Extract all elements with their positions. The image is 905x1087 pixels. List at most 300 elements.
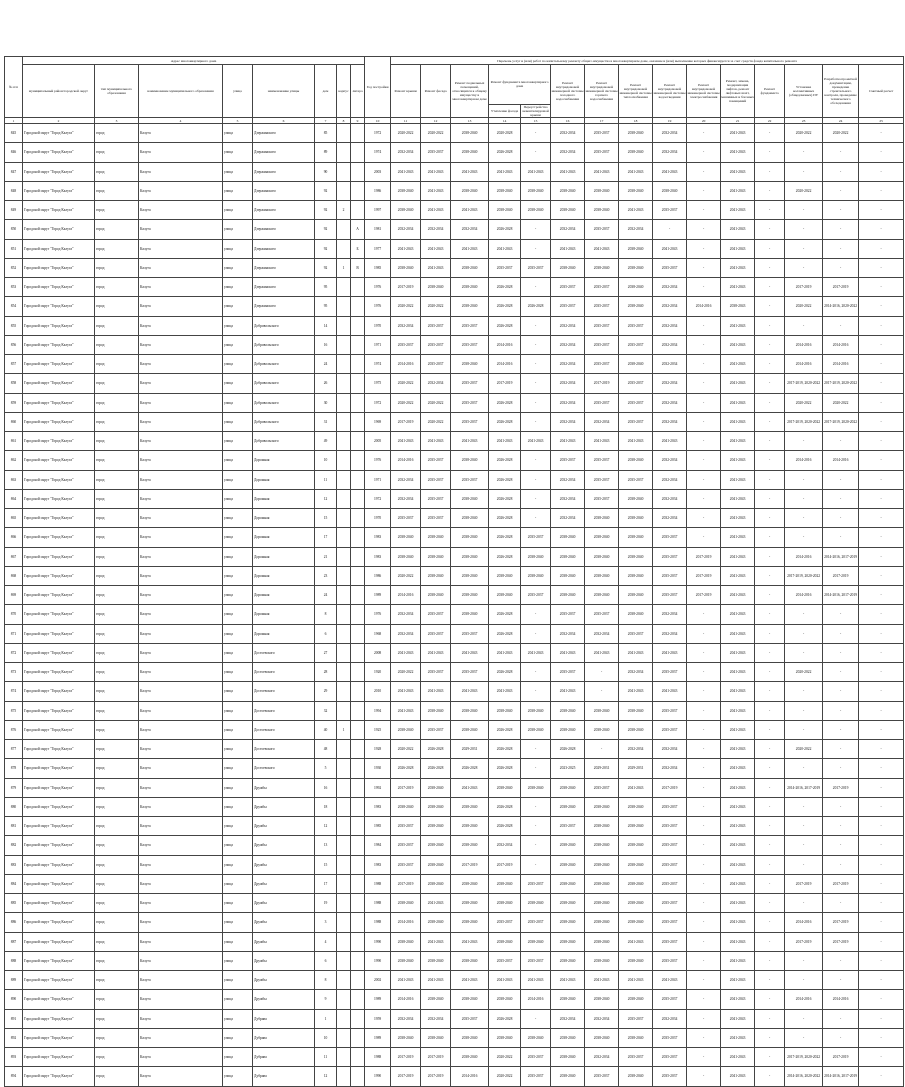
year-cell: 1988: [365, 1048, 391, 1067]
meters-cell: 2014-2016: [785, 913, 823, 932]
meters-cell: -: [785, 701, 823, 720]
design-cell: -: [823, 258, 859, 277]
facade-cell: 2041-2043: [421, 643, 451, 662]
letter-cell: [351, 374, 365, 393]
chute-cell: -: [755, 181, 785, 200]
foundation-roof-cell: -: [521, 335, 551, 354]
meters-cell: -: [785, 759, 823, 778]
row-number: 846: [5, 143, 23, 162]
header-street-name: наименование улицы: [253, 65, 315, 118]
foundation-roof-cell: -: [521, 855, 551, 874]
year-cell: 2010: [365, 682, 391, 701]
building-cell: [337, 1009, 351, 1028]
facade-cell: 2035-2037: [421, 355, 451, 374]
sewer-cell: 2032-2034: [653, 451, 687, 470]
foundation-insulation-cell: 2026-2028: [489, 220, 521, 239]
design-cell: -: [823, 740, 859, 759]
foundation-roof-cell: 2041-2043: [521, 432, 551, 451]
table-row: [5, 1067, 904, 1086]
street-name-cell: Дорожная: [253, 566, 315, 585]
municipality-cell: Городской округ "Город Калуга": [23, 663, 95, 682]
heating-cell: 2038-2040: [619, 124, 653, 143]
street-type-cell: улица: [223, 374, 253, 393]
house-cell: 9: [315, 990, 337, 1009]
hot-water-cell: 2041-2043: [585, 432, 619, 451]
settlement-type-cell: город: [95, 470, 139, 489]
street-type-cell: улица: [223, 586, 253, 605]
house-cell: 29: [315, 682, 337, 701]
electric-cell: -: [687, 451, 721, 470]
house-cell: 12: [315, 489, 337, 508]
column-number: 1: [5, 118, 23, 124]
settlement-type-cell: город: [95, 643, 139, 662]
roof-cell: 2038-2040: [391, 547, 421, 566]
foundation-insulation-cell: 2038-2040: [489, 566, 521, 585]
facade-cell: 2035-2037: [421, 624, 451, 643]
building-cell: [337, 355, 351, 374]
electric-cell: -: [687, 836, 721, 855]
cold-water-cell: 2032-2034: [551, 470, 585, 489]
chute-cell: -: [755, 643, 785, 662]
column-number: 20: [687, 118, 721, 124]
foundation-insulation-cell: 2032-2034: [489, 836, 521, 855]
table-row: [5, 1048, 904, 1067]
municipality-cell: Городской округ "Город Калуга": [23, 220, 95, 239]
hot-water-cell: 2035-2037: [585, 316, 619, 335]
chute-cell: -: [755, 701, 785, 720]
chute-cell: -: [755, 894, 785, 913]
meters-cell: -: [785, 1028, 823, 1047]
heating-cell: 2038-2040: [619, 894, 653, 913]
row-number: 850: [5, 220, 23, 239]
street-type-cell: улица: [223, 1067, 253, 1086]
sewer-cell: 2032-2034: [653, 335, 687, 354]
foundation-roof-cell: -: [521, 470, 551, 489]
table-row: [5, 528, 904, 547]
street-name-cell: Дорожная: [253, 528, 315, 547]
year-cell: 1920: [365, 663, 391, 682]
estimate-cell: -: [859, 951, 904, 970]
roof-cell: 2020-2022: [391, 297, 421, 316]
house-cell: 8: [315, 605, 337, 624]
settlement-type-cell: город: [95, 1067, 139, 1086]
building-cell: [337, 971, 351, 990]
roof-cell: 2032-2034: [391, 143, 421, 162]
lift-cell: 2041-2043: [721, 913, 755, 932]
building-cell: [337, 894, 351, 913]
header-roof: Ремонт крыши: [391, 65, 421, 118]
chute-cell: -: [755, 605, 785, 624]
municipality-cell: Городской округ "Город Калуга": [23, 528, 95, 547]
municipality-cell: Городской округ "Город Калуга": [23, 971, 95, 990]
settlement-name-cell: Калуга: [139, 528, 223, 547]
meters-cell: 2014-2016: [785, 547, 823, 566]
settlement-type-cell: город: [95, 181, 139, 200]
row-number: 890: [5, 990, 23, 1009]
estimate-cell: -: [859, 1048, 904, 1067]
foundation-roof-cell: 2026-2028: [521, 297, 551, 316]
letter-cell: [351, 316, 365, 335]
street-name-cell: Дорожная: [253, 489, 315, 508]
municipality-cell: Городской округ "Город Калуга": [23, 874, 95, 893]
street-name-cell: Дубрава: [253, 1009, 315, 1028]
street-type-cell: улица: [223, 663, 253, 682]
table-row: [5, 335, 904, 354]
foundation-roof-cell: -: [521, 836, 551, 855]
row-number: 888: [5, 951, 23, 970]
settlement-type-cell: город: [95, 1048, 139, 1067]
heating-cell: 2038-2040: [619, 528, 653, 547]
roof-cell: 2020-2022: [391, 740, 421, 759]
foundation-roof-cell: -: [521, 797, 551, 816]
roof-cell: 2035-2037: [391, 817, 421, 836]
heating-cell: 2035-2037: [619, 316, 653, 335]
foundation-insulation-cell: 2026-2028: [489, 605, 521, 624]
foundation-insulation-cell: 2026-2028: [489, 451, 521, 470]
house-cell: 95: [315, 297, 337, 316]
foundation-roof-cell: 2035-2037: [521, 1067, 551, 1086]
street-name-cell: Дружбы: [253, 874, 315, 893]
foundation-roof-cell: -: [521, 355, 551, 374]
electric-cell: -: [687, 1048, 721, 1067]
foundation-insulation-cell: 2026-2028: [489, 316, 521, 335]
cold-water-cell: 2038-2040: [551, 951, 585, 970]
design-cell: 2014-2016: [823, 990, 859, 1009]
heating-cell: 2038-2040: [619, 1067, 653, 1086]
facade-cell: 2035-2037: [421, 335, 451, 354]
roof-cell: 2014-2016: [391, 586, 421, 605]
foundation-insulation-cell: 2026-2028: [489, 412, 521, 431]
basement-cell: 2035-2037: [451, 393, 489, 412]
basement-cell: 2035-2037: [451, 316, 489, 335]
foundation-insulation-cell: 2026-2028: [489, 489, 521, 508]
cold-water-cell: 2041-2043: [551, 682, 585, 701]
design-cell: 2020-2022: [823, 124, 859, 143]
electric-cell: -: [687, 239, 721, 258]
meters-cell: -: [785, 1009, 823, 1028]
street-name-cell: Дзержинского: [253, 278, 315, 297]
municipality-cell: Городской округ "Город Калуга": [23, 239, 95, 258]
street-type-cell: улица: [223, 335, 253, 354]
row-number: 885: [5, 894, 23, 913]
sewer-cell: 2035-2037: [653, 586, 687, 605]
lift-cell: 2041-2043: [721, 1028, 755, 1047]
sewer-cell: 2035-2037: [653, 951, 687, 970]
chute-cell: -: [755, 374, 785, 393]
letter-cell: [351, 701, 365, 720]
foundation-roof-cell: -: [521, 278, 551, 297]
electric-cell: -: [687, 759, 721, 778]
sewer-cell: 2035-2037: [653, 1048, 687, 1067]
chute-cell: -: [755, 470, 785, 489]
basement-cell: 2038-2040: [451, 489, 489, 508]
settlement-name-cell: Калуга: [139, 624, 223, 643]
table-row: [5, 393, 904, 412]
cold-water-cell: 2038-2040: [551, 201, 585, 220]
row-number: 863: [5, 470, 23, 489]
electric-cell: 2014-2016: [687, 297, 721, 316]
heating-cell: 2038-2040: [619, 181, 653, 200]
design-cell: 2017-2019: [823, 778, 859, 797]
sewer-cell: 2035-2037: [653, 990, 687, 1009]
basement-cell: 2041-2043: [451, 932, 489, 951]
settlement-type-cell: город: [95, 759, 139, 778]
house-cell: 12: [315, 1067, 337, 1086]
hot-water-cell: 2038-2040: [585, 701, 619, 720]
building-cell: [337, 701, 351, 720]
settlement-name-cell: Калуга: [139, 278, 223, 297]
house-cell: 92: [315, 239, 337, 258]
row-number: 879: [5, 778, 23, 797]
street-type-cell: улица: [223, 412, 253, 431]
lift-cell: 2041-2043: [721, 894, 755, 913]
municipality-cell: Городской округ "Город Калуга": [23, 778, 95, 797]
roof-cell: 2035-2037: [391, 855, 421, 874]
table-row: [5, 778, 904, 797]
table-row: [5, 124, 904, 143]
column-number: 7: [315, 118, 337, 124]
lift-cell: 2041-2043: [721, 1009, 755, 1028]
meters-cell: -: [785, 624, 823, 643]
column-number: 6: [253, 118, 315, 124]
meters-cell: -: [785, 509, 823, 528]
year-cell: 1930: [365, 759, 391, 778]
settlement-type-cell: город: [95, 913, 139, 932]
year-cell: 1981: [365, 220, 391, 239]
column-number: 10: [365, 118, 391, 124]
roof-cell: 2026-2028: [391, 759, 421, 778]
design-cell: -: [823, 855, 859, 874]
sewer-cell: 2035-2037: [653, 566, 687, 585]
facade-cell: 2020-2022: [421, 393, 451, 412]
settlement-type-cell: город: [95, 124, 139, 143]
estimate-cell: -: [859, 1009, 904, 1028]
sewer-cell: 2035-2037: [653, 836, 687, 855]
street-type-cell: улица: [223, 759, 253, 778]
foundation-insulation-cell: 2026-2028: [489, 547, 521, 566]
settlement-name-cell: Калуга: [139, 971, 223, 990]
header-settlement-type: тип муниципального образования: [95, 65, 139, 118]
building-cell: [337, 913, 351, 932]
building-cell: [337, 797, 351, 816]
sewer-cell: 2035-2037: [653, 663, 687, 682]
estimate-cell: -: [859, 566, 904, 585]
lift-cell: 2041-2043: [721, 759, 755, 778]
building-cell: [337, 663, 351, 682]
settlement-type-cell: город: [95, 797, 139, 816]
roof-cell: 2038-2040: [391, 951, 421, 970]
municipality-cell: Городской округ "Город Калуга": [23, 990, 95, 1009]
settlement-name-cell: Калуга: [139, 759, 223, 778]
design-cell: 2017-2019: [823, 278, 859, 297]
year-cell: 1988: [365, 874, 391, 893]
chute-cell: -: [755, 451, 785, 470]
lift-cell: 2041-2043: [721, 990, 755, 1009]
header-estimate: Сметный расчет: [859, 65, 904, 118]
lift-cell: 2041-2043: [721, 624, 755, 643]
settlement-type-cell: город: [95, 239, 139, 258]
house-cell: 11: [315, 470, 337, 489]
street-name-cell: Достоевского: [253, 643, 315, 662]
roof-cell: 2038-2040: [391, 720, 421, 739]
foundation-roof-cell: -: [521, 489, 551, 508]
design-cell: 2017-2019, 2020-2022: [823, 412, 859, 431]
roof-cell: 2041-2043: [391, 239, 421, 258]
settlement-name-cell: Калуга: [139, 201, 223, 220]
letter-cell: [351, 335, 365, 354]
letter-cell: [351, 143, 365, 162]
cold-water-cell: 2038-2040: [551, 547, 585, 566]
municipality-cell: Городской округ "Город Калуга": [23, 1048, 95, 1067]
facade-cell: 2038-2040: [421, 1028, 451, 1047]
cold-water-cell: 2032-2034: [551, 143, 585, 162]
capital-repair-table: [4, 56, 904, 1087]
design-cell: -: [823, 643, 859, 662]
design-cell: -: [823, 239, 859, 258]
street-type-cell: улица: [223, 1048, 253, 1067]
house-cell: 19: [315, 894, 337, 913]
street-type-cell: улица: [223, 124, 253, 143]
roof-cell: 2032-2034: [391, 470, 421, 489]
meters-cell: 2017-2019, 2020-2022: [785, 566, 823, 585]
table-row: [5, 162, 904, 181]
municipality-cell: Городской округ "Город Калуга": [23, 451, 95, 470]
estimate-cell: -: [859, 605, 904, 624]
roof-cell: 2038-2040: [391, 1028, 421, 1047]
basement-cell: 2038-2040: [451, 797, 489, 816]
settlement-name-cell: Калуга: [139, 701, 223, 720]
foundation-insulation-cell: 2035-2037: [489, 951, 521, 970]
chute-cell: -: [755, 509, 785, 528]
column-number: 11: [391, 118, 421, 124]
electric-cell: -: [687, 913, 721, 932]
hot-water-cell: 2038-2040: [585, 990, 619, 1009]
header-settlement-name: наименование муниципального образования: [139, 65, 223, 118]
table-row: [5, 624, 904, 643]
design-cell: -: [823, 528, 859, 547]
estimate-cell: -: [859, 316, 904, 335]
row-number: 893: [5, 1048, 23, 1067]
row-number: 875: [5, 701, 23, 720]
chute-cell: -: [755, 220, 785, 239]
facade-cell: 2035-2037: [421, 509, 451, 528]
chute-cell: -: [755, 162, 785, 181]
foundation-roof-cell: 2038-2040: [521, 720, 551, 739]
table-row: [5, 605, 904, 624]
column-number: 14: [489, 118, 521, 124]
settlement-type-cell: город: [95, 451, 139, 470]
house-cell: 15: [315, 509, 337, 528]
settlement-type-cell: город: [95, 932, 139, 951]
street-name-cell: Достоевского: [253, 701, 315, 720]
chute-cell: -: [755, 239, 785, 258]
heating-cell: 2038-2040: [619, 1028, 653, 1047]
municipality-cell: Городской округ "Город Калуга": [23, 701, 95, 720]
cold-water-cell: 2035-2037: [551, 605, 585, 624]
estimate-cell: -: [859, 720, 904, 739]
building-cell: [337, 951, 351, 970]
basement-cell: 2014-2016: [451, 1067, 489, 1086]
meters-cell: 2014-2016, 2020-2022: [785, 1067, 823, 1086]
heating-cell: 2038-2040: [619, 547, 653, 566]
electric-cell: -: [687, 470, 721, 489]
electric-cell: -: [687, 316, 721, 335]
header-heating: Ремонт внутридомовой инженерной системы теплоснабжения: [619, 65, 653, 118]
electric-cell: -: [687, 663, 721, 682]
basement-cell: 2035-2037: [451, 412, 489, 431]
building-cell: [337, 624, 351, 643]
settlement-name-cell: Калуга: [139, 1028, 223, 1047]
roof-cell: 2041-2043: [391, 643, 421, 662]
estimate-cell: -: [859, 778, 904, 797]
column-number: 8: [337, 118, 351, 124]
street-type-cell: улица: [223, 181, 253, 200]
foundation-roof-cell: -: [521, 393, 551, 412]
heating-cell: 2038-2040: [619, 451, 653, 470]
foundation-roof-cell: 2038-2040: [521, 547, 551, 566]
meters-cell: 2020-2022: [785, 181, 823, 200]
meters-cell: 2017-2019, 2020-2022: [785, 1048, 823, 1067]
street-name-cell: Дзержинского: [253, 162, 315, 181]
year-cell: 1976: [365, 297, 391, 316]
street-name-cell: Дорожная: [253, 624, 315, 643]
cold-water-cell: 2038-2040: [551, 778, 585, 797]
roof-cell: 2032-2034: [391, 605, 421, 624]
letter-cell: [351, 1009, 365, 1028]
meters-cell: 2014-2016: [785, 586, 823, 605]
settlement-name-cell: Калуга: [139, 1048, 223, 1067]
electric-cell: -: [687, 393, 721, 412]
design-cell: -: [823, 817, 859, 836]
roof-cell: 2017-2019: [391, 412, 421, 431]
chute-cell: -: [755, 412, 785, 431]
lift-cell: 2041-2043: [721, 817, 755, 836]
sewer-cell: 2032-2034: [653, 316, 687, 335]
header-building: корпус: [337, 65, 351, 118]
settlement-name-cell: Калуга: [139, 489, 223, 508]
foundation-insulation-cell: 2026-2028: [489, 740, 521, 759]
street-name-cell: Дзержинского: [253, 143, 315, 162]
header-design: Разработка проектной документации, проведение строительного контроля, проведение технического обследования: [823, 65, 859, 118]
settlement-type-cell: город: [95, 682, 139, 701]
sewer-cell: 2035-2037: [653, 201, 687, 220]
facade-cell: 2026-2028: [421, 759, 451, 778]
heating-cell: 2035-2037: [619, 1009, 653, 1028]
row-number: 849: [5, 201, 23, 220]
foundation-insulation-cell: 2038-2040: [489, 201, 521, 220]
design-cell: 2014-2016, 2020-2022: [823, 297, 859, 316]
facade-cell: 2041-2043: [421, 201, 451, 220]
house-cell: 92: [315, 201, 337, 220]
house-cell: 92: [315, 220, 337, 239]
municipality-cell: Городской округ "Город Калуга": [23, 1009, 95, 1028]
street-name-cell: Дзержинского: [253, 297, 315, 316]
foundation-insulation-cell: 2041-2043: [489, 971, 521, 990]
hot-water-cell: 2035-2037: [585, 355, 619, 374]
electric-cell: -: [687, 817, 721, 836]
cold-water-cell: 2032-2034: [551, 393, 585, 412]
electric-cell: -: [687, 951, 721, 970]
settlement-type-cell: город: [95, 220, 139, 239]
meters-cell: 2020-2022: [785, 740, 823, 759]
roof-cell: 2038-2040: [391, 797, 421, 816]
row-number: 855: [5, 316, 23, 335]
basement-cell: 2038-2040: [451, 528, 489, 547]
facade-cell: 2038-2040: [421, 778, 451, 797]
meters-cell: 2014-2016: [785, 990, 823, 1009]
roof-cell: 2035-2037: [391, 335, 421, 354]
cold-water-cell: 2032-2034: [551, 1009, 585, 1028]
